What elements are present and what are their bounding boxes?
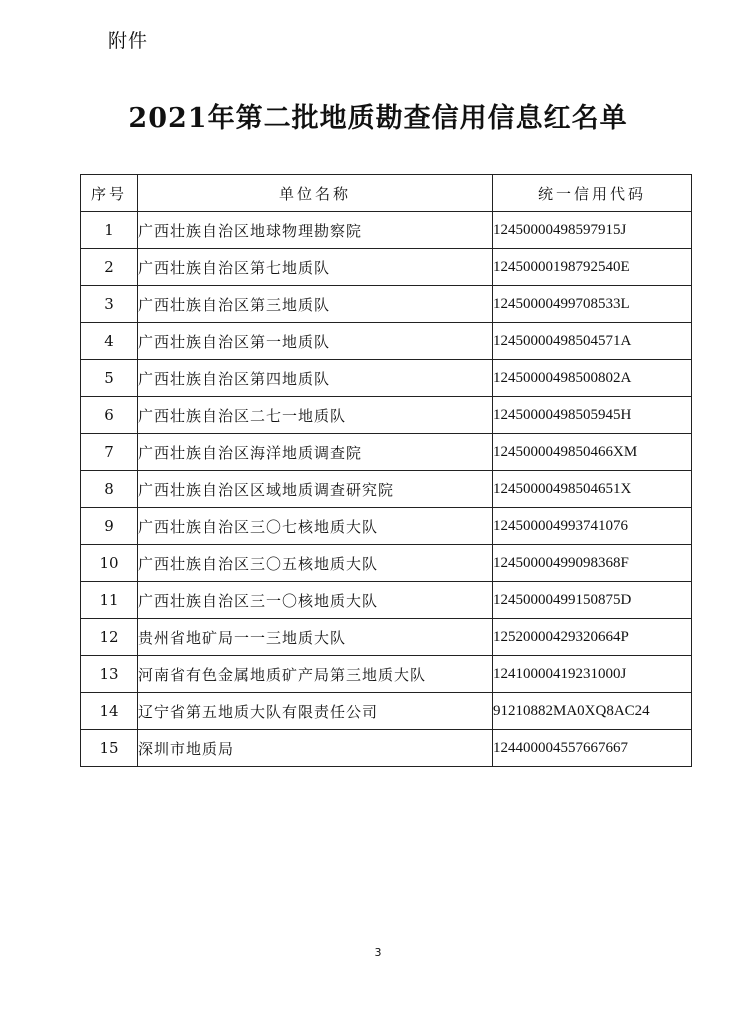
cell-unit-name: 广西壮族自治区三一〇核地质大队 bbox=[138, 582, 493, 619]
table-row bbox=[81, 249, 692, 286]
cell-credit-code: 124500004993741076 bbox=[493, 508, 692, 545]
header-credit-code: 统一信用代码 bbox=[493, 175, 692, 212]
table-row bbox=[81, 508, 692, 545]
cell-unit-name: 深圳市地质局 bbox=[138, 730, 493, 767]
table-row bbox=[81, 656, 692, 693]
table-row bbox=[81, 545, 692, 582]
table-row bbox=[81, 397, 692, 434]
cell-unit-name: 广西壮族自治区三〇五核地质大队 bbox=[138, 545, 493, 582]
cell-credit-code: 12450000498505945H bbox=[493, 397, 692, 434]
cell-credit-code: 12450000198792540E bbox=[493, 249, 692, 286]
cell-unit-name: 广西壮族自治区第三地质队 bbox=[138, 286, 493, 323]
header-unit-name: 单位名称 bbox=[138, 175, 493, 212]
cell-unit-name: 广西壮族自治区区域地质调查研究院 bbox=[138, 471, 493, 508]
cell-index: 11 bbox=[81, 582, 138, 619]
table-row bbox=[81, 619, 692, 656]
cell-index: 4 bbox=[81, 323, 138, 360]
cell-index: 8 bbox=[81, 471, 138, 508]
cell-credit-code: 12450000499708533L bbox=[493, 286, 692, 323]
cell-unit-name: 广西壮族自治区海洋地质调查院 bbox=[138, 434, 493, 471]
table-row bbox=[81, 323, 692, 360]
table-body bbox=[81, 212, 692, 767]
cell-credit-code: 12450000498504571A bbox=[493, 323, 692, 360]
cell-index: 3 bbox=[81, 286, 138, 323]
cell-unit-name: 广西壮族自治区第一地质队 bbox=[138, 323, 493, 360]
table-row bbox=[81, 471, 692, 508]
cell-credit-code: 1245000049850466XM bbox=[493, 434, 692, 471]
cell-index: 9 bbox=[81, 508, 138, 545]
red-list-table bbox=[80, 174, 692, 767]
cell-unit-name: 贵州省地矿局一一三地质大队 bbox=[138, 619, 493, 656]
table-row bbox=[81, 693, 692, 730]
table-row bbox=[81, 434, 692, 471]
table-row bbox=[81, 582, 692, 619]
cell-index: 10 bbox=[81, 545, 138, 582]
cell-unit-name: 广西壮族自治区地球物理勘察院 bbox=[138, 212, 493, 249]
table-row bbox=[81, 286, 692, 323]
cell-index: 5 bbox=[81, 360, 138, 397]
cell-index: 2 bbox=[81, 249, 138, 286]
cell-index: 7 bbox=[81, 434, 138, 471]
cell-unit-name: 广西壮族自治区第四地质队 bbox=[138, 360, 493, 397]
table-header-row bbox=[81, 175, 692, 212]
cell-credit-code: 12450000498500802A bbox=[493, 360, 692, 397]
header-index: 序号 bbox=[81, 175, 138, 212]
table-row bbox=[81, 730, 692, 767]
cell-credit-code: 12450000498504651X bbox=[493, 471, 692, 508]
document-title: 2021年第二批地质勘查信用信息红名单 bbox=[128, 103, 628, 134]
table-row bbox=[81, 360, 692, 397]
cell-credit-code: 12450000498597915J bbox=[493, 212, 692, 249]
cell-unit-name: 广西壮族自治区第七地质队 bbox=[138, 249, 493, 286]
cell-unit-name: 广西壮族自治区三〇七核地质大队 bbox=[138, 508, 493, 545]
cell-index: 6 bbox=[81, 397, 138, 434]
cell-index: 12 bbox=[81, 619, 138, 656]
cell-index: 13 bbox=[81, 656, 138, 693]
cell-credit-code: 12450000499150875D bbox=[493, 582, 692, 619]
attachment-label: 附件 bbox=[108, 30, 149, 52]
cell-credit-code: 12520000429320664P bbox=[493, 619, 692, 656]
cell-credit-code: 124400004557667667 bbox=[493, 730, 692, 767]
table-row bbox=[81, 212, 692, 249]
cell-credit-code: 12450000499098368F bbox=[493, 545, 692, 582]
cell-index: 14 bbox=[81, 693, 138, 730]
cell-credit-code: 91210882MA0XQ8AC24 bbox=[493, 693, 692, 730]
cell-unit-name: 河南省有色金属地质矿产局第三地质大队 bbox=[138, 656, 493, 693]
cell-unit-name: 辽宁省第五地质大队有限责任公司 bbox=[138, 693, 493, 730]
cell-index: 1 bbox=[81, 212, 138, 249]
cell-credit-code: 12410000419231000J bbox=[493, 656, 692, 693]
page-number: 3 bbox=[374, 946, 382, 959]
cell-index: 15 bbox=[81, 730, 138, 767]
cell-unit-name: 广西壮族自治区二七一地质队 bbox=[138, 397, 493, 434]
